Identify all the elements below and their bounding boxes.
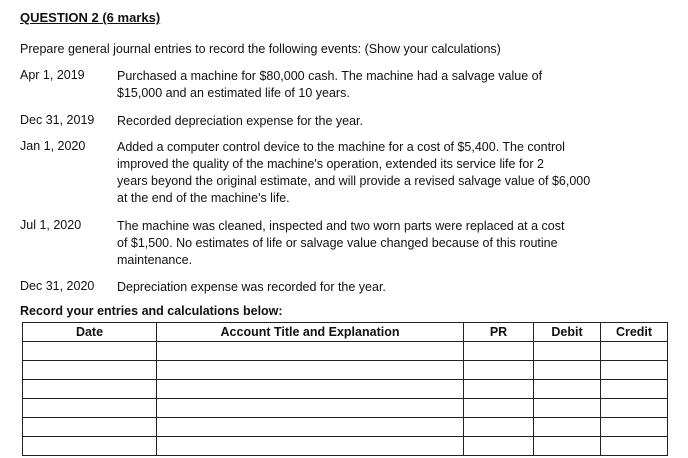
event-line: The machine was cleaned, inspected and two worn parts were replaced at a cost [117,219,565,233]
event-date: Dec 31, 2019 [20,113,95,127]
event-line: at the end of the machine's life. [117,191,290,205]
cell-account[interactable] [157,437,464,456]
cell-date[interactable] [23,399,157,418]
cell-pr[interactable] [464,361,534,380]
table-row [23,342,668,361]
table-row [23,399,668,418]
header-pr: PR [464,323,534,342]
header-date: Date [23,323,157,342]
event-line: Added a computer control device to the machine for a cost of $5,400. The control [117,140,565,154]
question-title: QUESTION 2 (6 marks) [20,10,161,25]
cell-pr[interactable] [464,437,534,456]
event-description [117,218,627,269]
cell-debit[interactable] [534,361,601,380]
cell-date[interactable] [23,342,157,361]
cell-credit[interactable] [601,380,668,399]
cell-debit[interactable] [534,418,601,437]
instructions: Prepare general journal entries to record the following events: (Show your calculations) [20,42,501,56]
cell-account[interactable] [157,342,464,361]
cell-account[interactable] [157,361,464,380]
cell-debit[interactable] [534,399,601,418]
table-row [23,418,668,437]
cell-account[interactable] [157,418,464,437]
table-header-row [23,323,668,342]
header-debit: Debit [534,323,601,342]
event-line: improved the quality of the machine's operation, extended its service life for 2 [117,157,544,171]
cell-date[interactable] [23,437,157,456]
cell-date[interactable] [23,380,157,399]
cell-date[interactable] [23,361,157,380]
table-row [23,380,668,399]
cell-pr[interactable] [464,342,534,361]
event-description [117,113,627,130]
cell-pr[interactable] [464,399,534,418]
header-account-title: Account Title and Explanation [157,323,464,342]
table-row [23,437,668,456]
cell-credit[interactable] [601,342,668,361]
journal-table [22,322,668,456]
event-date: Apr 1, 2019 [20,68,85,82]
event-line: of $1,500. No estimates of life or salvage value changed because of this routine [117,236,558,250]
event-date: Dec 31, 2020 [20,279,95,293]
event-line: Recorded depreciation expense for the year. [117,114,363,128]
cell-credit[interactable] [601,437,668,456]
cell-debit[interactable] [534,437,601,456]
cell-credit[interactable] [601,418,668,437]
event-description [117,279,627,296]
cell-date[interactable] [23,418,157,437]
record-instruction: Record your entries and calculations below: [20,304,283,318]
cell-account[interactable] [157,380,464,399]
cell-account[interactable] [157,399,464,418]
event-line: years beyond the original estimate, and will provide a revised salvage value of $6,000 [117,174,591,188]
event-date: Jul 1, 2020 [20,218,82,232]
event-description [117,139,627,207]
header-credit: Credit [601,323,668,342]
event-date: Jan 1, 2020 [20,139,86,153]
event-description [117,68,627,102]
table-row [23,361,668,380]
cell-debit[interactable] [534,380,601,399]
event-line: Depreciation expense was recorded for the year. [117,280,386,294]
event-line: Purchased a machine for $80,000 cash. The machine had a salvage value of [117,69,543,83]
event-line: $15,000 and an estimated life of 10 years. [117,86,350,100]
cell-pr[interactable] [464,418,534,437]
cell-credit[interactable] [601,361,668,380]
cell-pr[interactable] [464,380,534,399]
event-line: maintenance. [117,253,193,267]
cell-debit[interactable] [534,342,601,361]
cell-credit[interactable] [601,399,668,418]
